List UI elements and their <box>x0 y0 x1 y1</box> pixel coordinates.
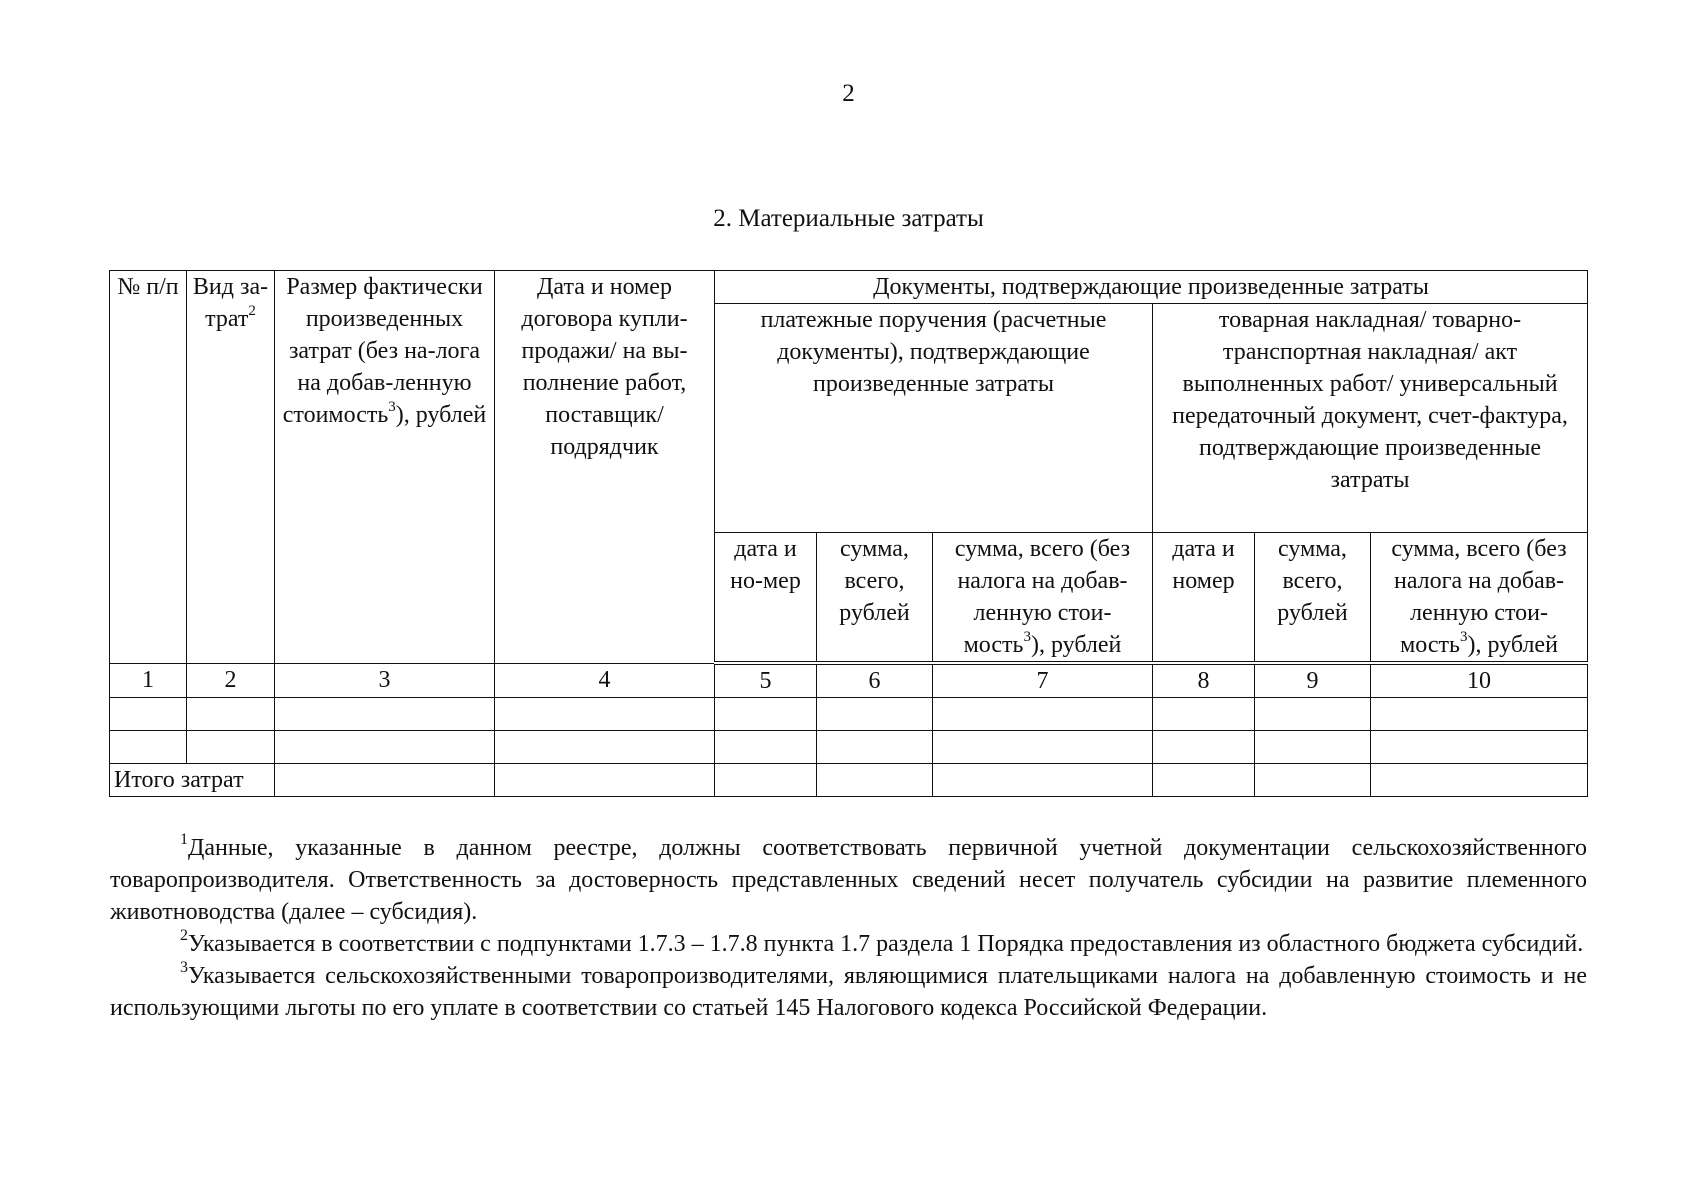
header-invoice-date: дата и номер <box>1153 533 1255 664</box>
footnotes <box>110 832 1587 1024</box>
table-cell <box>1371 731 1588 764</box>
column-number: 7 <box>933 663 1153 698</box>
column-number: 6 <box>817 663 933 698</box>
header-contract: Дата и номер договора купли-продажи/ на вы-полнение работ, поставщик/ подрядчик <box>495 271 715 664</box>
table-cell <box>715 698 817 731</box>
table-cell <box>110 698 187 731</box>
table-cell <box>715 764 817 797</box>
table-cell <box>933 764 1153 797</box>
header-expense-type: Вид за-трат$^2$ <box>187 271 275 664</box>
section-title: 2. Материальные затраты <box>713 205 984 232</box>
footnote-text: Указывается в соответствии с подпунктами 1.7.3 – 1.7.8 пункта 1.7 раздела 1 Порядка предоставления из областного бюджета субсидий. <box>188 931 1584 957</box>
header-payment-sum-no-vat: сумма, всего (без налога на добав-ленную стои-мость$^3$), рублей <box>933 533 1153 664</box>
table-cell <box>495 764 715 797</box>
column-number: 4 <box>495 663 715 698</box>
footnote <box>110 928 1587 960</box>
table-cell <box>817 731 933 764</box>
total-label: Итого затрат <box>110 764 275 797</box>
table-cell <box>1153 731 1255 764</box>
column-number: 10 <box>1371 663 1588 698</box>
table-cell <box>495 731 715 764</box>
table-cell <box>187 698 275 731</box>
column-number: 1 <box>110 663 187 698</box>
table-cell <box>495 698 715 731</box>
table-cell <box>1255 731 1371 764</box>
footnote <box>110 832 1587 928</box>
footnote-text: Указывается сельскохозяйственными товаропроизводителями, являющимися плательщиками налога на добавленную стоимость и не использующими льготы по его уплате в соответствии со статьей 145 Налогового кодекса Российской Федерации. <box>110 963 1587 1021</box>
header-actual-amount: Размер фактически произведенных затрат (без на-лога на добав-ленную стоимость$^3$), рублей <box>275 271 495 664</box>
footnote-mark: 3 <box>180 959 188 976</box>
table-cell <box>275 764 495 797</box>
header-number: № п/п <box>110 271 187 664</box>
table-cell <box>817 698 933 731</box>
table-cell <box>1255 698 1371 731</box>
table-cell <box>275 731 495 764</box>
table-cell <box>187 731 275 764</box>
table-cell <box>1255 764 1371 797</box>
header-payment-sum: сумма, всего, рублей <box>817 533 933 664</box>
column-number: 5 <box>715 663 817 698</box>
table-cell <box>1371 764 1588 797</box>
table-cell <box>110 731 187 764</box>
expenses-table <box>109 270 1587 797</box>
footnote-text: Данные, указанные в данном реестре, должны соответствовать первичной учетной документации сельскохозяйственного товаропроизводителя. Ответственность за достоверность представленных сведений несет получатель субсидии на развитие племенного животноводства (далее – субсидия). <box>110 835 1587 925</box>
table-cell <box>275 698 495 731</box>
column-number: 9 <box>1255 663 1371 698</box>
footnote-mark: 2 <box>180 927 188 944</box>
table-cell <box>933 698 1153 731</box>
header-invoices: товарная накладная/ товарно-транспортная накладная/ акт выполненных работ/ универсальный передаточный документ, счет-фактура, подтверждающие произведенные затраты <box>1153 304 1588 533</box>
table-cell <box>817 764 933 797</box>
table-cell <box>1153 698 1255 731</box>
table-cell <box>1153 764 1255 797</box>
table-cell <box>933 731 1153 764</box>
table-row <box>110 698 1588 731</box>
table-cell <box>1371 698 1588 731</box>
table-row <box>110 731 1588 764</box>
total-row <box>110 764 1588 797</box>
header-payment-orders: платежные поручения (расчетные документы), подтверждающие произведенные затраты <box>715 304 1153 533</box>
header-invoice-sum-no-vat: сумма, всего (без налога на добав-ленную стои-мость$^3$), рублей <box>1371 533 1588 664</box>
header-documents-group: Документы, подтверждающие произведенные затраты <box>715 271 1588 304</box>
column-number: 8 <box>1153 663 1255 698</box>
header-invoice-sum: сумма, всего, рублей <box>1255 533 1371 664</box>
footnote <box>110 960 1587 1024</box>
table-cell <box>715 731 817 764</box>
header-payment-date: дата и но-мер <box>715 533 817 664</box>
column-number: 3 <box>275 663 495 698</box>
column-number: 2 <box>187 663 275 698</box>
footnote-mark: 1 <box>180 831 188 848</box>
page-number: 2 <box>842 80 855 107</box>
